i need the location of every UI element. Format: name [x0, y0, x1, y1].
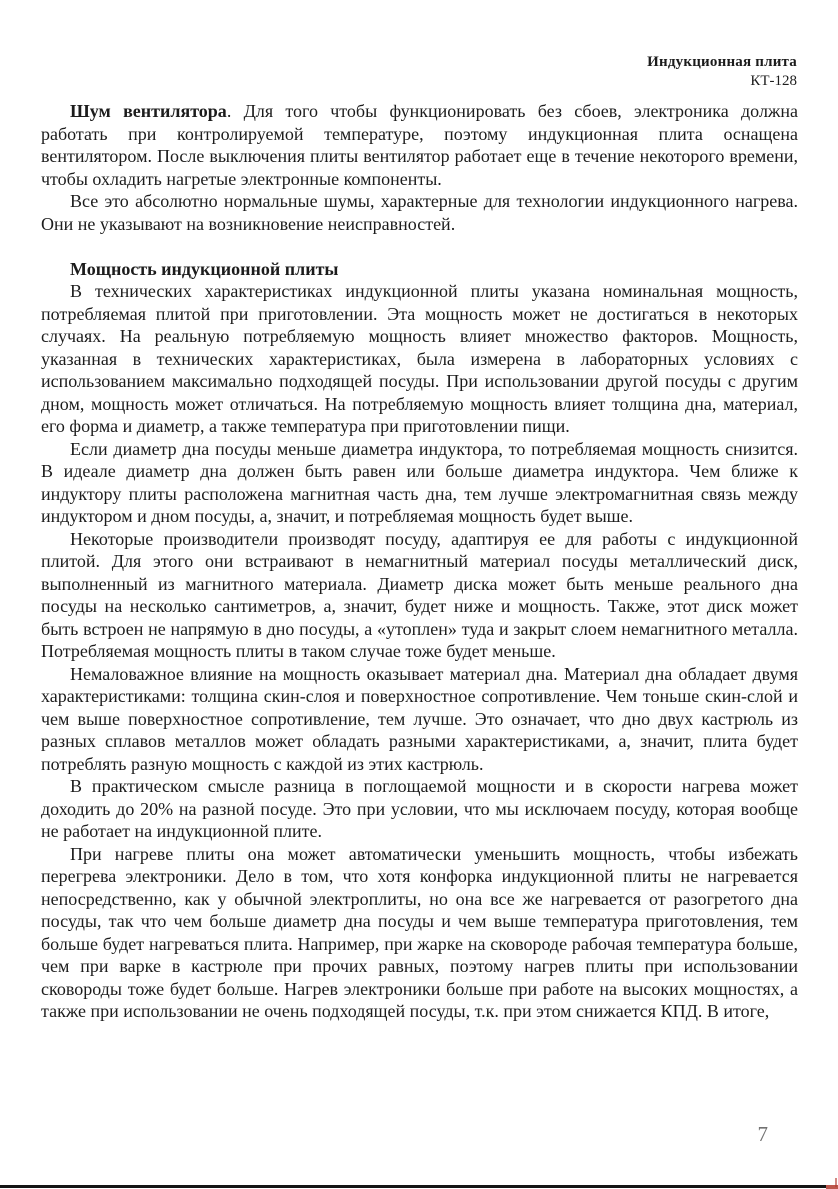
header-product-name: Индукционная плита: [647, 54, 797, 70]
paragraph-nominal-power: В технических характеристиках индукционной плиты указана номинальная мощность, потребляемая плитой при приготовлении. Эта мощность может не достигаться в некоторых случаях. На реальную потребляемую мощность влияет множество факторов. Мощность, указанная в технических характеристиках, была измерена в лабораторных условиях с использованием максимально подходящей посуды. При использовании другой посуды с другим дном, мощность может отличаться. На потребляемую мощность влияет толщина дна, материал, его форма и диаметр, а также температура при приготовлении пищи.: [41, 281, 798, 436]
scan-edge-line: [0, 1185, 826, 1188]
paragraph-overheat-protection: При нагреве плиты она может автоматически уменьшить мощность, чтобы избежать перегрева электроники. Дело в том, что хотя конфорка индукционной плиты не нагревается непосредственно, как у обычной электроплиты, но она все же нагревается от разогретого дна посуды, так что чем больше диаметр дна посуды и чем выше температура приготовления, тем больше будет нагреваться плита. Например, при жарке на сковороде рабочая температура больше, чем при варке в кастрюле при прочих равных, поэтому нагрев плиты при использовании сковороды тоже будет больше. Нагрев электроники больше при работе на высоких мощностях, а также при использовании не очень подходящей посуды, т.к. при этом снижается КПД. В итоге,: [41, 843, 798, 1021]
page-body: [41, 100, 798, 1023]
section-heading-power: Мощность индукционной плиты: [70, 258, 339, 279]
paragraph-bottom-material: Немаловажное влияние на мощность оказывает материал дна. Материал дна обладает двумя характеристиками: толщина скин-слоя и поверхностное сопротивление. Чем тоньше скин-слой и чем выше поверхностное сопротивление, тем лучше. Это означает, что дно двух кастрюль из разных сплавов металлов может обладать разными характеристиками, а, значит, плита будет потреблять разную мощность с каждой из этих кастрюль.: [41, 663, 798, 774]
scan-corner-tick: [835, 1178, 837, 1187]
paragraph-fan-noise-lead: Шум вентилятора: [70, 101, 227, 121]
paragraph-fan-noise: [41, 100, 798, 190]
paragraph-adapted-cookware: Некоторые производители производят посуду, адаптируя ее для работы с индукционной плитой. Для этого они встраивают в немагнитный материал посуды металлический диск, выполненный из магнитного материала. Диаметр диска может быть меньше реального дна посуды на несколько сантиметров, а, значит, будет ниже и мощность. Также, этот диск может быть встроен не напрямую в дно посуды, а «утоплен» туда и закрыт слоем немагнитного металла. Потребляемая мощность плиты в таком случае тоже будет меньше.: [41, 528, 798, 661]
paragraph-bottom-diameter: Если диаметр дна посуды меньше диаметра индуктора, то потребляемая мощность снизится. В идеале диаметр дна должен быть равен или больше диаметра индуктора. Чем ближе к индуктору плиты расположена магнитная часть дна, тем лучше электромагнитная связь между индуктором и дном посуды, а, значит, и потребляемая мощность будет выше.: [41, 438, 798, 526]
paragraph-normal-noises: Все это абсолютно нормальные шумы, характерные для технологии индукционного нагрева. Они не указывают на возникновение неисправностей.: [41, 191, 798, 234]
paragraph-fan-noise-text: . Для того чтобы функционировать без сбоев, электроника должна работать при контролируемой температуре, поэтому индукционная плита оснащена вентилятором. После выключения плиты вентилятор работает еще в течение некоторого времени, чтобы охладить нагретые электронные компоненты.: [41, 101, 798, 189]
page-number: 7: [757, 1122, 768, 1146]
header-model-number: КТ-128: [750, 73, 797, 89]
running-header: [647, 53, 797, 91]
paragraph-power-difference: В практическом смысле разница в поглощаемой мощности и в скорости нагрева может доходить до 20% на разной посуде. Это при условии, что мы исключаем посуду, которая вообще не работает на индукционной плите.: [41, 776, 798, 841]
